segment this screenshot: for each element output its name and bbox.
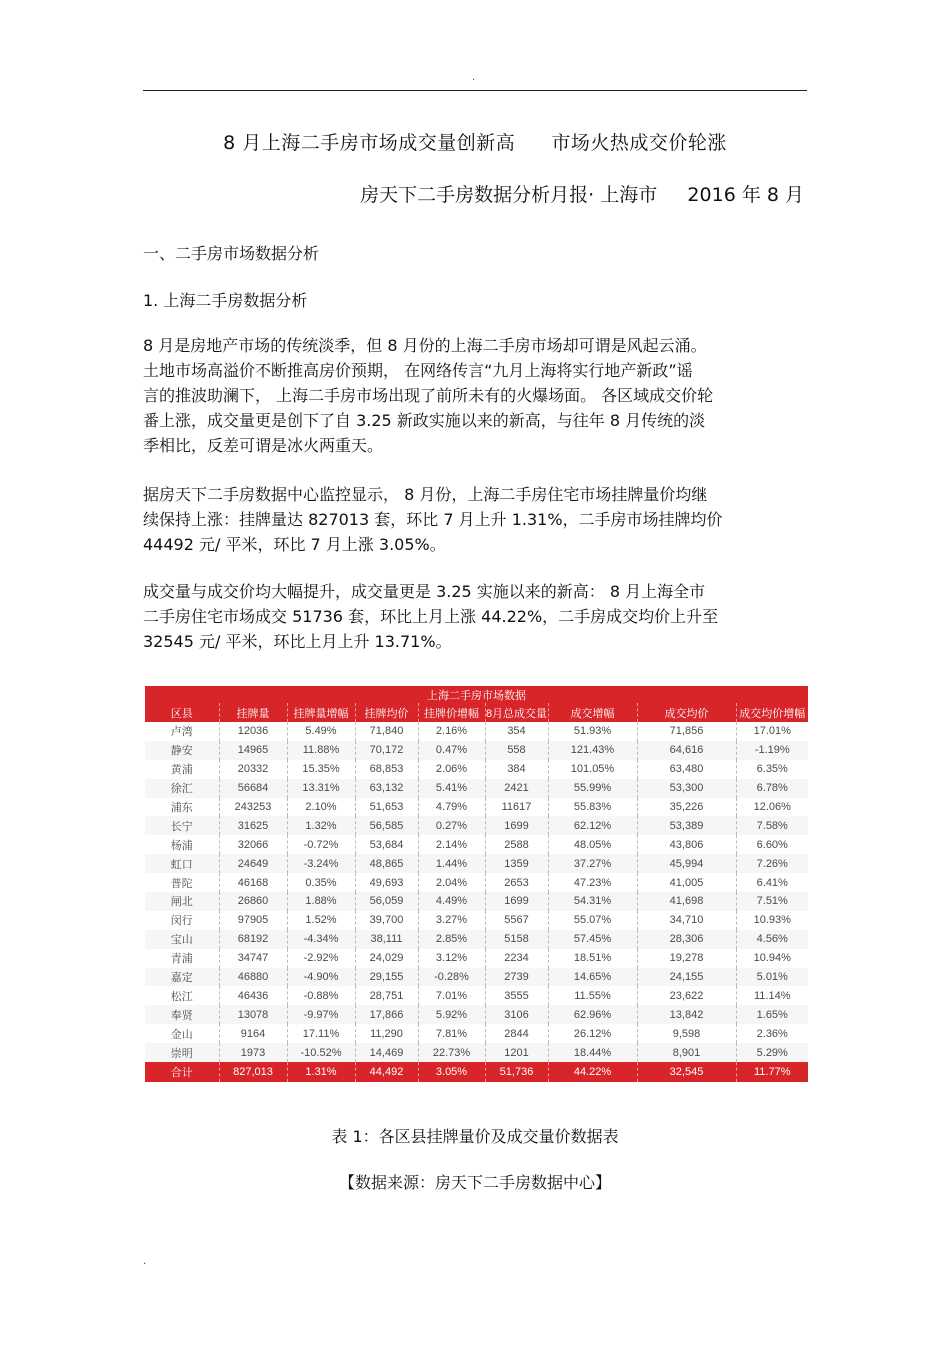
table-cell: 53,389 — [637, 816, 736, 835]
table-cell: 53,684 — [355, 835, 418, 854]
table-cell: 2653 — [485, 873, 548, 892]
district-name-cell: 奉贤 — [145, 1005, 219, 1024]
table-cell: 57.45% — [548, 930, 637, 949]
table-cell: 0.47% — [418, 741, 485, 760]
data-source-note: 【数据来源：房天下二手房数据中心】 — [338, 1173, 611, 1192]
total-cell: 51,736 — [485, 1062, 548, 1082]
table-cell: 19,278 — [637, 949, 736, 968]
table-cell: 34,710 — [637, 911, 736, 930]
table-cell: 28,751 — [355, 986, 418, 1005]
report-subtitle: 房天下二手房数据分析月报· 上海市 2016 年 8 月 — [360, 184, 804, 206]
table-cell: -4.90% — [287, 968, 355, 987]
table-cell: 11,290 — [355, 1024, 418, 1043]
table-cell: 5.92% — [418, 1005, 485, 1024]
table-cell: 56684 — [219, 779, 287, 798]
table-cell: 64,616 — [637, 741, 736, 760]
table-cell: 68,853 — [355, 760, 418, 779]
table-cell: 10.94% — [736, 949, 808, 968]
table-cell: 17,866 — [355, 1005, 418, 1024]
table-header-cell: 区县 — [145, 703, 219, 722]
table-cell: 1.44% — [418, 854, 485, 873]
table-cell: 243253 — [219, 798, 287, 817]
table-row — [145, 854, 808, 873]
table-cell: 45,994 — [637, 854, 736, 873]
table-row — [145, 1024, 808, 1043]
district-name-cell: 崇明 — [145, 1043, 219, 1062]
table-cell: 11.55% — [548, 986, 637, 1005]
header-mark: . — [472, 72, 476, 83]
table-cell: 6.35% — [736, 760, 808, 779]
table-row — [145, 930, 808, 949]
table-cell: 4.56% — [736, 930, 808, 949]
table-row — [145, 816, 808, 835]
table-cell: 384 — [485, 760, 548, 779]
table-cell: 6.41% — [736, 873, 808, 892]
total-cell: 11.77% — [736, 1062, 808, 1082]
table-cell: 1.32% — [287, 816, 355, 835]
table-cell: 26.12% — [548, 1024, 637, 1043]
district-name-cell: 嘉定 — [145, 968, 219, 987]
total-cell: 1.31% — [287, 1062, 355, 1082]
table-cell: 2.06% — [418, 760, 485, 779]
table-cell: 2.16% — [418, 722, 485, 741]
table-header-row — [145, 703, 808, 722]
table-cell: 24649 — [219, 854, 287, 873]
district-name-cell: 青浦 — [145, 949, 219, 968]
table-cell: 28,306 — [637, 930, 736, 949]
table-cell: 5158 — [485, 930, 548, 949]
table-cell: 56,585 — [355, 816, 418, 835]
table-cell: 2.85% — [418, 930, 485, 949]
table-cell: 3106 — [485, 1005, 548, 1024]
table-row — [145, 911, 808, 930]
table-cell: 11.14% — [736, 986, 808, 1005]
table-row — [145, 741, 808, 760]
district-name-cell: 徐汇 — [145, 779, 219, 798]
table-cell: 46880 — [219, 968, 287, 987]
district-name-cell: 闸北 — [145, 892, 219, 911]
table-cell: 24,155 — [637, 968, 736, 987]
table-cell: 32066 — [219, 835, 287, 854]
district-data-table — [145, 686, 808, 1082]
total-cell: 32,545 — [637, 1062, 736, 1082]
table-cell: 35,226 — [637, 798, 736, 817]
table-row — [145, 760, 808, 779]
table-cell: 14965 — [219, 741, 287, 760]
table-cell: 48.05% — [548, 835, 637, 854]
table-row — [145, 1043, 808, 1062]
district-name-cell: 金山 — [145, 1024, 219, 1043]
table-cell: 13.31% — [287, 779, 355, 798]
table-cell: 71,840 — [355, 722, 418, 741]
table-cell: 101.05% — [548, 760, 637, 779]
table-cell: 51,653 — [355, 798, 418, 817]
district-name-cell: 杨浦 — [145, 835, 219, 854]
table-cell: 1201 — [485, 1043, 548, 1062]
table-total-row — [145, 1062, 808, 1082]
table-cell: 2739 — [485, 968, 548, 987]
table-cell: -4.34% — [287, 930, 355, 949]
table-cell: 2421 — [485, 779, 548, 798]
table-cell: 558 — [485, 741, 548, 760]
table-cell: 70,172 — [355, 741, 418, 760]
table-cell: 26860 — [219, 892, 287, 911]
table-cell: 3555 — [485, 986, 548, 1005]
table-cell: 2844 — [485, 1024, 548, 1043]
table-cell: 68192 — [219, 930, 287, 949]
table-row — [145, 798, 808, 817]
table-cell: 51.93% — [548, 722, 637, 741]
table-cell: 6.60% — [736, 835, 808, 854]
table-cell: 39,700 — [355, 911, 418, 930]
table-cell: 71,856 — [637, 722, 736, 741]
section-subheading: 1. 上海二手房数据分析 — [143, 291, 308, 310]
table-cell: 354 — [485, 722, 548, 741]
table-cell: 1973 — [219, 1043, 287, 1062]
table-cell: 3.27% — [418, 911, 485, 930]
table-cell: 7.01% — [418, 986, 485, 1005]
footer-mark: . — [143, 1256, 147, 1267]
table-cell: 31625 — [219, 816, 287, 835]
total-cell: 44.22% — [548, 1062, 637, 1082]
table-cell: 41,005 — [637, 873, 736, 892]
table-cell: 0.35% — [287, 873, 355, 892]
table-cell: 1699 — [485, 816, 548, 835]
table-header-cell: 挂牌价增幅 — [418, 703, 485, 722]
table-cell: 1359 — [485, 854, 548, 873]
table-cell: -10.52% — [287, 1043, 355, 1062]
paragraph-transaction-data: 成交量与成交价均大幅提升，成交量更是 3.25 实施以来的新高： 8 月上海全市 二手房住宅市场成交 51736 套，环比上月上涨 44.22%，二手房成交均价上升至 32545 元/ 平米，环比上月上升 13.71%。 — [143, 582, 719, 651]
table-row — [145, 968, 808, 987]
table-cell: -0.72% — [287, 835, 355, 854]
title-part-2: 市场火热成交价轮涨 — [551, 132, 727, 154]
table-cell: 34747 — [219, 949, 287, 968]
table-cell: 24,029 — [355, 949, 418, 968]
table-cell: 46168 — [219, 873, 287, 892]
table-cell: 3.12% — [418, 949, 485, 968]
table-cell: 2588 — [485, 835, 548, 854]
table-header-cell: 成交增幅 — [548, 703, 637, 722]
table-header-cell: 挂牌均价 — [355, 703, 418, 722]
table-cell: -9.97% — [287, 1005, 355, 1024]
table-cell: 62.96% — [548, 1005, 637, 1024]
table-cell: 9,598 — [637, 1024, 736, 1043]
district-name-cell: 松江 — [145, 986, 219, 1005]
table-cell: 18.44% — [548, 1043, 637, 1062]
table-row — [145, 892, 808, 911]
table-cell: -0.28% — [418, 968, 485, 987]
table-cell: 5.29% — [736, 1043, 808, 1062]
table-cell: 97905 — [219, 911, 287, 930]
total-cell: 827,013 — [219, 1062, 287, 1082]
table-cell: 7.51% — [736, 892, 808, 911]
table-cell: 6.78% — [736, 779, 808, 798]
table-cell: 12.06% — [736, 798, 808, 817]
table-cell: 7.26% — [736, 854, 808, 873]
table-row — [145, 986, 808, 1005]
section-heading: 一、二手房市场数据分析 — [143, 244, 320, 263]
table-cell: 37.27% — [548, 854, 637, 873]
table-cell: -2.92% — [287, 949, 355, 968]
table-cell: 2234 — [485, 949, 548, 968]
table-cell: -1.19% — [736, 741, 808, 760]
table-cell: 1.88% — [287, 892, 355, 911]
table-header-cell: 成交均价 — [637, 703, 736, 722]
table-cell: 53,300 — [637, 779, 736, 798]
table-cell: 18.51% — [548, 949, 637, 968]
district-name-cell: 闵行 — [145, 911, 219, 930]
table-cell: 5.49% — [287, 722, 355, 741]
table-cell: 11.88% — [287, 741, 355, 760]
header-rule — [143, 90, 807, 91]
table-cell: 5.01% — [736, 968, 808, 987]
table-cell: 17.01% — [736, 722, 808, 741]
district-name-cell: 卢湾 — [145, 722, 219, 741]
table-cell: 49,693 — [355, 873, 418, 892]
table-cell: 17.11% — [287, 1024, 355, 1043]
table-cell: 4.49% — [418, 892, 485, 911]
table-cell: 10.93% — [736, 911, 808, 930]
table-cell: 13078 — [219, 1005, 287, 1024]
table-cell: 55.83% — [548, 798, 637, 817]
table-cell: 20332 — [219, 760, 287, 779]
table-header-cell: 挂牌量增幅 — [287, 703, 355, 722]
table-cell: 8,901 — [637, 1043, 736, 1062]
table-cell: 7.58% — [736, 816, 808, 835]
table-row — [145, 722, 808, 741]
table-cell: 29,155 — [355, 968, 418, 987]
table-row — [145, 779, 808, 798]
table-cell: 62.12% — [548, 816, 637, 835]
table-cell: 38,111 — [355, 930, 418, 949]
table-cell: 2.10% — [287, 798, 355, 817]
table-cell: -0.88% — [287, 986, 355, 1005]
table-cell: 7.81% — [418, 1024, 485, 1043]
paragraph-listing-data: 据房天下二手房数据中心监控显示， 8 月份，上海二手房住宅市场挂牌量价均继 续保持上涨：挂牌量达 827013 套，环比 7 月上升 1.31%，二手房市场挂牌均价 44492 元/ 平米，环比 7 月上涨 3.05%。 — [143, 485, 723, 554]
table-cell: 41,698 — [637, 892, 736, 911]
table-header-cell: 成交均价增幅 — [736, 703, 808, 722]
table-row — [145, 835, 808, 854]
district-name-cell: 宝山 — [145, 930, 219, 949]
district-name-cell: 浦东 — [145, 798, 219, 817]
table-cell: 14,469 — [355, 1043, 418, 1062]
table-cell: 13,842 — [637, 1005, 736, 1024]
table-cell: 1.65% — [736, 1005, 808, 1024]
total-cell: 44,492 — [355, 1062, 418, 1082]
table-row — [145, 873, 808, 892]
table-cell: 54.31% — [548, 892, 637, 911]
table-cell: 43,806 — [637, 835, 736, 854]
title-part-1: 8 月上海二手房市场成交量创新高 — [223, 132, 516, 154]
table-cell: 12036 — [219, 722, 287, 741]
table-header-cell: 挂牌量 — [219, 703, 287, 722]
table-title: 上海二手房市场数据 — [145, 686, 808, 703]
table-cell: 2.36% — [736, 1024, 808, 1043]
table-cell: 56,059 — [355, 892, 418, 911]
table-cell: 63,132 — [355, 779, 418, 798]
table-cell: 9164 — [219, 1024, 287, 1043]
table-cell: 5567 — [485, 911, 548, 930]
paragraph-market-overview: 8 月是房地产市场的传统淡季，但 8 月份的上海二手房市场却可谓是风起云涌。 土地市场高溢价不断推高房价预期， 在网络传言“九月上海将实行地产新政”谣 言的推波助澜下， 上海二手房市场出现了前所未有的火爆场面。 各区域成交价轮 番上涨，成交量更是创下了自 3.25 新政实施以来的新高，与往年 8 月传统的淡 季相比，反差可谓是冰火两重天。 — [143, 336, 714, 455]
table-cell: 2.14% — [418, 835, 485, 854]
total-cell: 3.05% — [418, 1062, 485, 1082]
district-name-cell: 普陀 — [145, 873, 219, 892]
table-row — [145, 1005, 808, 1024]
table-cell: 46436 — [219, 986, 287, 1005]
table-cell: 1.52% — [287, 911, 355, 930]
table-cell: 121.43% — [548, 741, 637, 760]
table-cell: 23,622 — [637, 986, 736, 1005]
table-cell: 11617 — [485, 798, 548, 817]
table-cell: 1699 — [485, 892, 548, 911]
table-cell: 15.35% — [287, 760, 355, 779]
table-header-cell: 8月总成交量 — [485, 703, 548, 722]
table-cell: 55.07% — [548, 911, 637, 930]
table-cell: 4.79% — [418, 798, 485, 817]
table-row — [145, 949, 808, 968]
district-name-cell: 黄浦 — [145, 760, 219, 779]
table-cell: 5.41% — [418, 779, 485, 798]
table-cell: 22.73% — [418, 1043, 485, 1062]
table-cell: 63,480 — [637, 760, 736, 779]
district-name-cell: 虹口 — [145, 854, 219, 873]
table-cell: 47.23% — [548, 873, 637, 892]
table-cell: 14.65% — [548, 968, 637, 987]
table-cell: 2.04% — [418, 873, 485, 892]
table-caption: 表 1：各区县挂牌量价及成交量价数据表 — [331, 1127, 619, 1146]
page-title — [0, 128, 950, 155]
table-cell: -3.24% — [287, 854, 355, 873]
table-cell: 48,865 — [355, 854, 418, 873]
district-name-cell: 静安 — [145, 741, 219, 760]
table-cell: 55.99% — [548, 779, 637, 798]
table-cell: 0.27% — [418, 816, 485, 835]
district-name-cell: 长宁 — [145, 816, 219, 835]
total-cell: 合计 — [145, 1062, 219, 1082]
